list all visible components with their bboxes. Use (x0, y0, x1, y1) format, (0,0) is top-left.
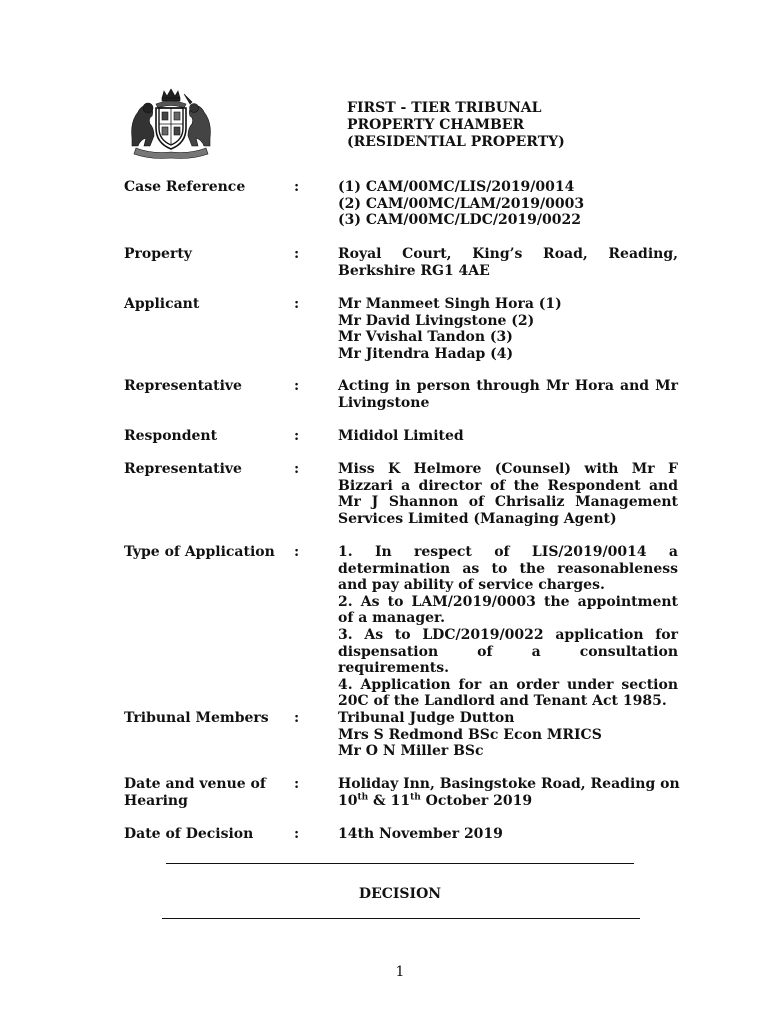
ordinal-suffix: th (410, 792, 421, 803)
ampersand: & (368, 793, 391, 809)
applicant-line: Mr Jitendra Hadap (4) (338, 345, 514, 362)
representative-label: Representative (124, 461, 242, 477)
hearing-dates (338, 793, 678, 810)
representative-respondent-value (338, 461, 678, 527)
representative-label: Representative (124, 378, 242, 394)
date-venue-label (124, 776, 266, 810)
separator-colon: : (294, 296, 300, 312)
property-label: Property (124, 246, 192, 262)
page-number: 1 (395, 964, 405, 980)
separator-colon: : (294, 826, 300, 842)
royal-coat-of-arms-icon (126, 88, 216, 160)
case-reference-line: (3) CAM/00MC/LDC/2019/0022 (338, 212, 581, 229)
hearing-day-2: 11 (390, 793, 411, 809)
case-reference-line: (2) CAM/00MC/LAM/2019/0003 (338, 195, 585, 212)
application-item: 3. As to LDC/2019/0022 application for dispensation of a consultation requirements. (338, 626, 678, 677)
case-reference-value (338, 179, 678, 229)
applicant-label: Applicant (124, 296, 200, 312)
divider-top (166, 863, 634, 864)
header-line-2: PROPERTY CHAMBER (347, 117, 525, 133)
applicant-line: Mr Manmeet Singh Hora (1) (338, 296, 562, 312)
hearing-venue: Holiday Inn, Basingstoke Road, Reading on (338, 776, 680, 792)
separator-colon: : (294, 246, 300, 262)
application-item: 4. Application for an order under section 20C of the Landlord and Tenant Act 1985. (338, 676, 678, 710)
representative-applicant-value (338, 378, 678, 411)
tribunal-members-value (338, 710, 678, 760)
type-of-application-value (338, 544, 678, 710)
date-of-decision-value (338, 826, 678, 843)
date-of-decision-label: Date of Decision (124, 826, 254, 842)
divider-bottom (162, 918, 640, 919)
tribunal-member: Tribunal Judge Dutton (338, 710, 515, 726)
property-value (338, 246, 678, 279)
date-of-decision-text: 14th November 2019 (338, 826, 503, 842)
representative-applicant-text: Acting in person through Mr Hora and Mr Livingstone (338, 378, 678, 411)
respondent-value (338, 428, 678, 445)
representative-respondent-text: Miss K Helmore (Counsel) with Mr F Bizzari a director of the Respondent and Mr J Shannon of Chrisaliz Management Services Limited (Managing Agent) (338, 461, 678, 527)
property-address: Royal Court, King’s Road, Reading, Berkshire RG1 4AE (338, 246, 678, 279)
application-item: 1. In respect of LIS/2019/0014 a determination as to the reasonableness and pay ability of service charges. (338, 544, 678, 594)
tribunal-header (347, 100, 565, 151)
applicant-line: Mr Vvishal Tandon (3) (338, 329, 513, 346)
separator-colon: : (294, 428, 300, 444)
application-item: 2. As to LAM/2019/0003 the appointment of a manager. (338, 593, 678, 627)
type-of-application-label: Type of Application (124, 544, 275, 560)
respondent-text: Mididol Limited (338, 428, 464, 444)
respondent-label: Respondent (124, 428, 218, 444)
ordinal-suffix: th (357, 792, 369, 803)
case-reference-line: (1) CAM/00MC/LIS/2019/0014 (338, 179, 575, 195)
separator-colon: : (294, 378, 300, 394)
applicant-value (338, 296, 678, 362)
header-line-3: (RESIDENTIAL PROPERTY) (347, 134, 565, 150)
separator-colon: : (294, 179, 300, 195)
header-line-1: FIRST - TIER TRIBUNAL (347, 100, 542, 116)
separator-colon: : (294, 710, 300, 726)
date-venue-label-line: Hearing (124, 793, 188, 809)
separator-colon: : (294, 776, 300, 792)
date-venue-label-line: Date and venue of (124, 776, 266, 792)
decision-heading: DECISION (358, 886, 442, 902)
tribunal-member: Mr O N Miller BSc (338, 743, 484, 760)
hearing-day-1: 10 (338, 793, 358, 809)
hearing-month-year: October 2019 (420, 793, 533, 809)
tribunal-members-label: Tribunal Members (124, 710, 269, 726)
case-reference-label: Case Reference (124, 179, 246, 195)
tribunal-member: Mrs S Redmond BSc Econ MRICS (338, 726, 602, 743)
separator-colon: : (294, 461, 300, 477)
separator-colon: : (294, 544, 300, 560)
applicant-line: Mr David Livingstone (2) (338, 312, 535, 329)
date-venue-value (338, 776, 678, 810)
